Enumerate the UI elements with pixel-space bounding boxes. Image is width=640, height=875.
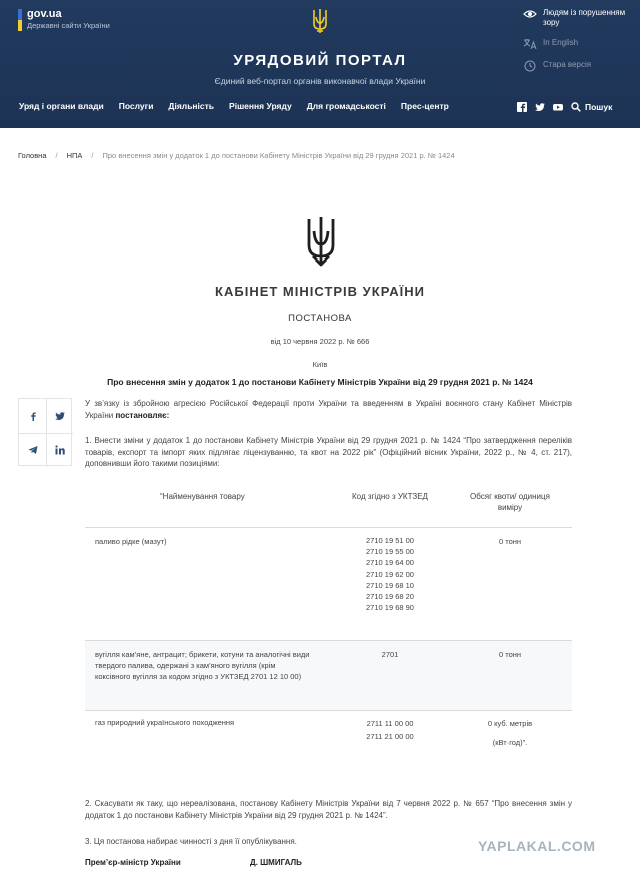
paragraph-3: 3. Ця постанова набирає чинності з дня її опублікування. — [85, 837, 297, 846]
table-row-3-name: газ природний українського походження — [95, 718, 235, 727]
breadcrumb-current: Про внесення змін у додаток 1 до постанови Кабінету Міністрів України від 29 грудня 2021 р. № 1424 — [102, 151, 455, 160]
share-linkedin[interactable] — [46, 433, 73, 467]
nav-public[interactable]: Для громадськості — [306, 101, 386, 111]
signature-name: Д. ШМИГАЛЬ — [250, 858, 302, 867]
gov-ua-logo[interactable] — [18, 8, 110, 32]
nav-government[interactable]: Уряд і органи влади — [19, 101, 104, 111]
linkedin-icon — [55, 445, 65, 455]
document-city: Київ — [312, 360, 328, 369]
table-header-quota: Обсяг квоти/ одиниця виміру — [470, 492, 550, 512]
code-value: 2710 19 55 00 — [366, 547, 414, 557]
translate-icon — [523, 38, 537, 50]
nav-services[interactable]: Послуги — [118, 101, 154, 111]
table-header-name: “Найменування товару — [160, 492, 245, 501]
telegram-icon — [28, 445, 38, 455]
breadcrumb-separator: / — [55, 151, 58, 160]
breadcrumb — [18, 151, 455, 160]
qty-value: 0 куб. метрів — [487, 719, 533, 728]
gov-subtitle: Державні сайти України — [27, 21, 110, 30]
flag-icon — [18, 9, 22, 31]
share-facebook[interactable] — [19, 399, 46, 433]
nav-press[interactable]: Прес-центр — [400, 101, 449, 111]
vision-mode-label: Людям із порушенням зору — [543, 8, 626, 27]
youtube-icon[interactable] — [553, 102, 563, 112]
table-divider — [85, 710, 572, 711]
qty-unit: (кВт·год)”. — [492, 738, 528, 747]
document-title: Про внесення змін у додаток 1 до постанови Кабінету Міністрів України від 29 грудня 2021 р. № 1424 — [107, 377, 533, 387]
header-social — [517, 102, 612, 112]
code-value: 2710 19 64 00 — [366, 558, 414, 568]
signature-role: Прем’єр-міністр України — [85, 858, 181, 867]
nav-decisions[interactable]: Рішення Уряду — [229, 101, 292, 111]
search-label: Пошук — [585, 102, 613, 112]
code-value: 2710 19 51 00 — [366, 536, 414, 545]
vision-mode-link[interactable] — [523, 8, 635, 28]
english-label: In English — [543, 38, 579, 47]
code-value: 2710 19 62 00 — [366, 569, 414, 579]
intro-bold: постановляє: — [115, 410, 170, 420]
table-row-2-code: 2701 — [381, 650, 399, 659]
breadcrumb-separator: / — [91, 151, 94, 160]
code-value: 2711 21 00 00 — [366, 732, 414, 741]
facebook-icon — [28, 411, 38, 421]
table-row-1-qty: 0 тонн — [498, 537, 522, 546]
old-version-label: Стара версія — [543, 60, 592, 69]
nav-activity[interactable]: Діяльність — [168, 101, 215, 111]
table-divider — [85, 527, 572, 528]
table-row-2-qty: 0 тонн — [498, 650, 522, 659]
code-value: 2711 11 00 00 — [366, 719, 414, 728]
table-header-code: Код згідно з УКТЗЕД — [352, 492, 428, 501]
site-header — [0, 0, 640, 128]
code-value: 2710 19 68 20 — [366, 592, 414, 602]
portal-title[interactable]: УРЯДОВИЙ ПОРТАЛ — [233, 52, 407, 69]
intro-text: У зв’язку із збройною агресією Російської Федерації проти України та введенням в Україні воєнного стану Кабінет Міністрів України — [85, 399, 572, 420]
share-telegram[interactable] — [19, 433, 46, 467]
share-panel — [18, 398, 72, 466]
paragraph-1: 1. Внести зміни у додаток 1 до постанови Кабінету Міністрів України від 29 грудня 2021 р. № 1424 “Про затвердження переліків товарів, експорт та імпорт яких підлягає ліцензуванню, та квот на 2022 рік” (Офіційний вісник України, 2022 р., № 4, ст. 217), доповнивши його такими позиціями: — [85, 436, 572, 468]
portal-subtitle: Єдиний веб-портал органів виконавчої влади України — [214, 76, 426, 86]
paragraph-2: 2. Скасувати як таку, що нереалізована, постанову Кабінету Міністрів України від 7 червня 2022 р. № 657 “Про внесення змін у додаток 1 до постанови Кабінету Міністрів України від 29 грудня 2021 р. № 1424”. — [85, 799, 572, 820]
breadcrumb-npa[interactable]: НПА — [66, 151, 83, 160]
history-icon — [523, 60, 537, 72]
watermark: YAPLAKAL.COM — [478, 838, 596, 854]
table-row-1-codes — [330, 535, 450, 613]
english-link[interactable] — [523, 38, 635, 50]
twitter-icon — [55, 411, 65, 421]
facebook-icon[interactable] — [517, 102, 527, 112]
cabinet-title: КАБІНЕТ МІНІСТРІВ УКРАЇНИ — [215, 284, 425, 299]
document-type: ПОСТАНОВА — [288, 313, 352, 324]
search-icon — [571, 102, 581, 112]
intro-paragraph — [85, 398, 572, 421]
table-row-3-qty — [460, 717, 560, 749]
trident-emblem-icon — [305, 215, 337, 267]
twitter-icon[interactable] — [535, 102, 545, 112]
code-value: 2710 19 68 10 — [366, 580, 414, 590]
old-version-link[interactable] — [523, 60, 635, 72]
table-divider — [85, 640, 572, 641]
table-row-3-codes — [330, 717, 450, 743]
table-row-2-name: вугілля кам’яне, антрацит; брикети, котуни та аналогічні види твердого палива, одержані з кам’яного вугілля (крім коксівного вугілля за кодом згідно з УКТЗЕД 2701 12 10 00) — [95, 650, 310, 681]
gov-name: gov.ua — [27, 8, 62, 20]
code-value: 2710 19 68 90 — [366, 603, 414, 613]
breadcrumb-home[interactable]: Головна — [18, 151, 47, 160]
search-button[interactable] — [571, 102, 612, 112]
accessibility-panel — [523, 8, 635, 82]
trident-icon[interactable] — [311, 8, 329, 34]
share-twitter[interactable] — [46, 399, 73, 433]
document-date: від 10 червня 2022 р. № 666 — [270, 337, 370, 346]
eye-icon — [523, 8, 537, 20]
main-nav — [19, 101, 464, 111]
table-row-1-name: паливо рідке (мазут) — [95, 537, 167, 546]
